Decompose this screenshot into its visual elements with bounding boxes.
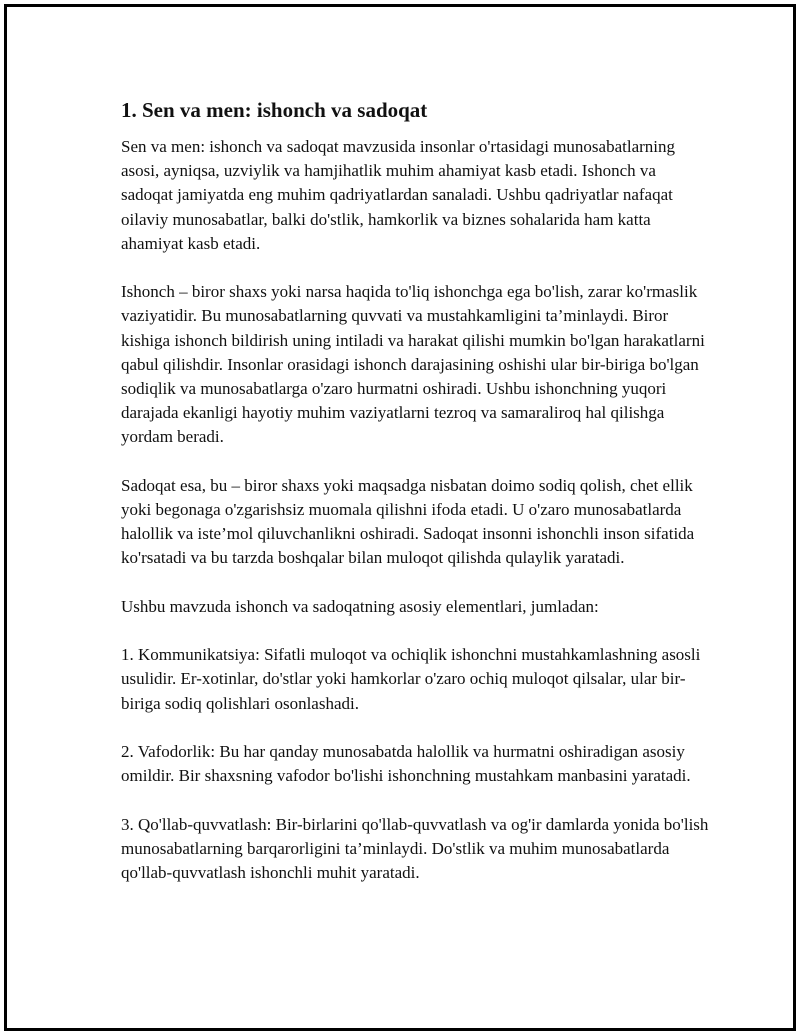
paragraph-sadoqat: Sadoqat esa, bu – biror shaxs yoki maqsadga nisbatan doimo sodiq qolish, chet ellik yoki begonaga o'zgarishsiz muomala qilishni ifoda etadi. U o'zaro munosabatlarda halollik va iste’mol qiluvchanlikni oshiradi. Sadoqat insonni ishonchli inson sifatida ko'rsatadi va bu tarzda boshqalar bilan muloqot qilishda qulaylik yaratadi. bbox=[121, 475, 695, 568]
list-item-vafodorlik: 2. Vafodorlik: Bu har qanday munosabatda halollik va hurmatni oshiradigan asosiy omildir. Bir shaxsning vafodor bo'lishi ishonchning mustahkam manbasini yaratadi. bbox=[121, 742, 691, 786]
paragraph-ishonch: Ishonch – biror shaxs yoki narsa haqida to'liq ishonchga ega bo'lish, zarar ko'rmaslik vaziyatidir. Bu munosabatlarning quvvati va mustahkamligini ta’minlaydi. Biror kishiga ishonch bildirish uning intiladi va harakat qilishi mumkin bo'lgan harakatlarni qabul qilishdir. Insonlar orasidagi ishonch darajasining oshishi ular bir-biriga bo'lgan sodiqlik va munosabatlarga o'zaro hurmatni oshiradi. Ushbu ishonchning yuqori darajada ekanligi hayotiy muhim vaziyatlarni tezroq va samaraliroq hal qilishga yordam beradi. bbox=[121, 282, 705, 447]
paragraph-intro: Sen va men: ishonch va sadoqat mavzusida insonlar o'rtasidagi munosabatlarning asosi, ayniqsa, uzviylik va hamjihatlik muhim ahamiyat kasb etadi. Ishonch va sadoqat jamiyatda eng muhim qadriyatlardan sanaladi. Ushbu qadriyatlar nafaqat oilaviy munosabatlar, balki do'stlik, hamkorlik va biznes sohalarida ham katta ahamiyat kasb etadi. bbox=[121, 137, 676, 253]
page-frame bbox=[4, 4, 796, 1031]
list-item-qollab-quvvatlash: 3. Qo'llab-quvvatlash: Bir-birlarini qo'llab-quvvatlash va og'ir damlarda yonida bo'lish munosabatlarning barqarorligini ta’minlaydi. Do'stlik va muhim munosabatlarda qo'llab-quvvatlash ishonchli muhit yaratadi. bbox=[121, 814, 709, 882]
paragraph-elements-intro: Ushbu mavzuda ishonch va sadoqatning asosiy elementlari, jumladan: bbox=[121, 596, 599, 616]
list-item-kommunikatsiya: 1. Kommunikatsiya: Sifatli muloqot va ochiqlik ishonchni mustahkamlashning asosli usulidir. Er-xotinlar, do'stlar yoki hamkorlar o'zaro ochiq muloqot qilsalar, ular bir-biriga sodiq qolishlari osonlashadi. bbox=[121, 645, 701, 713]
document-body bbox=[121, 95, 711, 909]
document-title: 1. Sen va men: ishonch va sadoqat bbox=[121, 98, 428, 122]
